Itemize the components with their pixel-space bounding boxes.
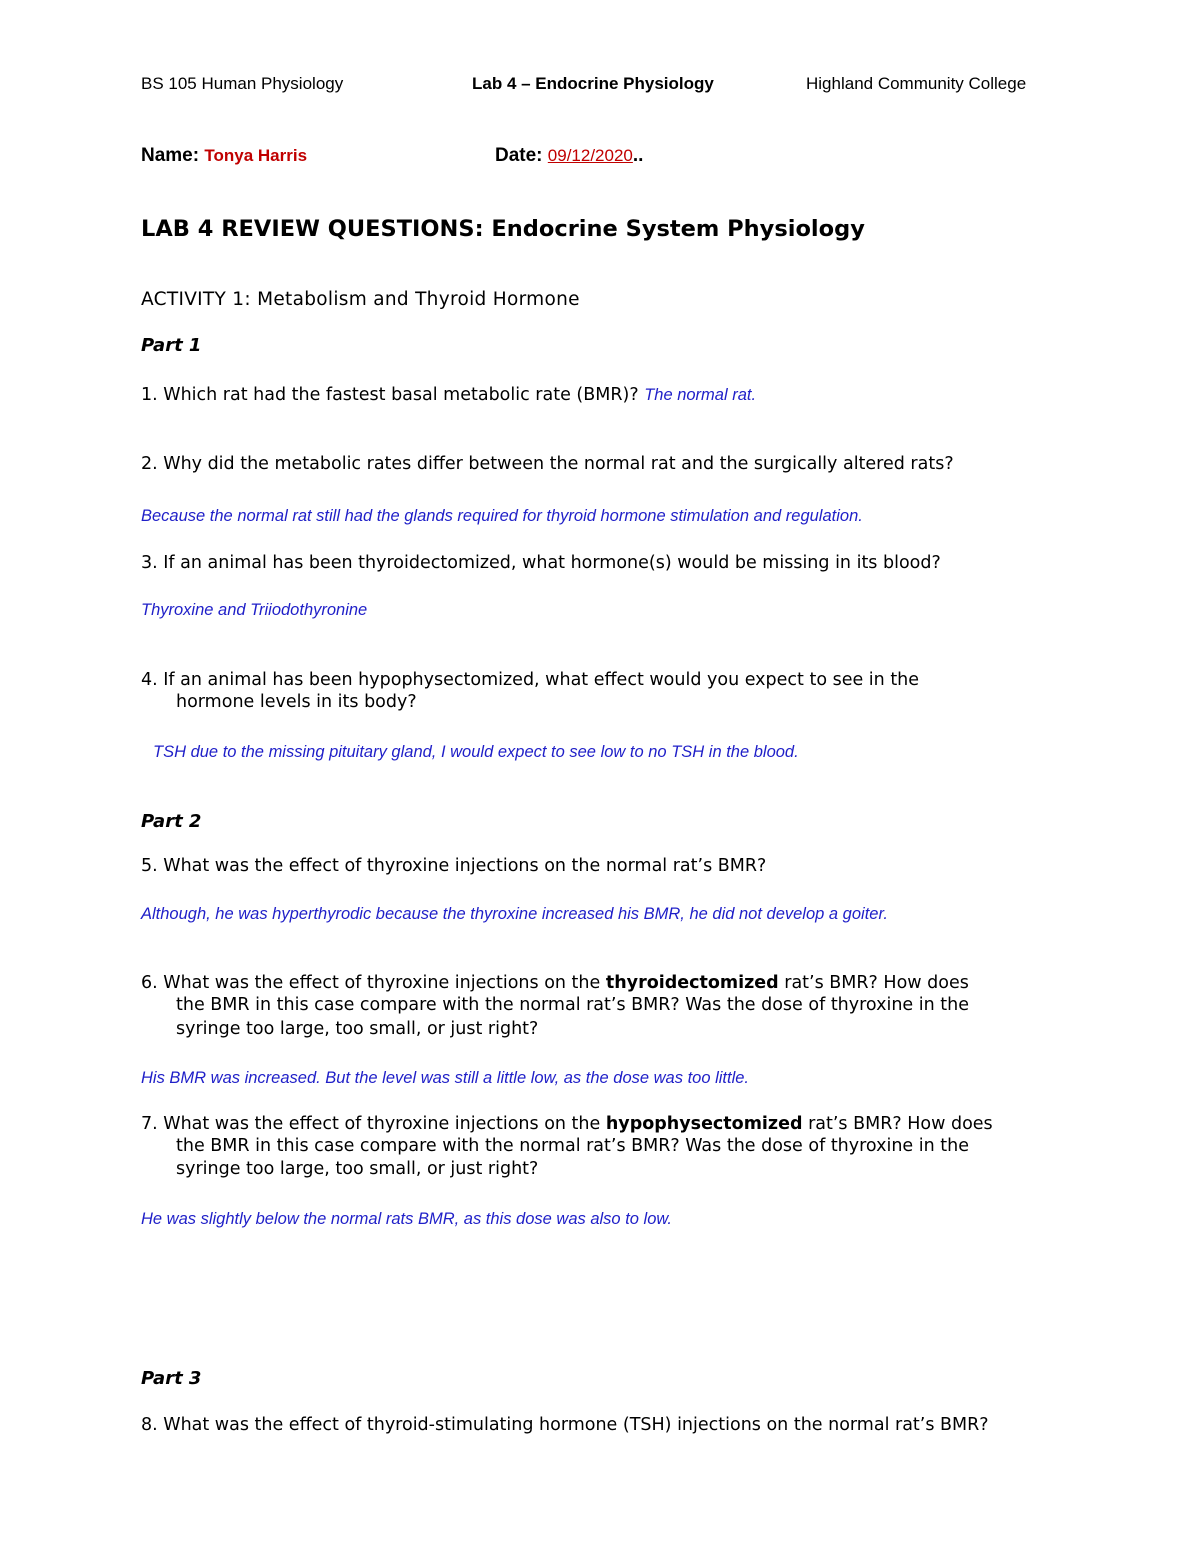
question-2: 2. Why did the metabolic rates differ between the normal rat and the surgically altered rats? <box>141 454 954 474</box>
answer-7: He was slightly below the normal rats BMR, as this dose was also to low. <box>141 1210 672 1228</box>
question-6-bold: thyroidectomized <box>605 973 779 993</box>
answer-5: Although, he was hyperthyrodic because the thyroxine increased his BMR, he did not develop a goiter. <box>141 905 888 923</box>
question-7-line-3: syringe too large, too small, or just right? <box>176 1159 539 1179</box>
question-1 <box>141 384 756 407</box>
part-1-heading: Part 1 <box>141 335 202 356</box>
answer-6: His BMR was increased. But the level was still a little low, as the dose was too little. <box>141 1069 750 1087</box>
date-suffix: .. <box>632 145 644 166</box>
date-line <box>495 145 643 167</box>
answer-3: Thyroxine and Triiodothyronine <box>141 601 368 619</box>
name-label: Name: <box>141 145 200 166</box>
name-line <box>141 145 307 167</box>
question-6-post: rat’s BMR? How does <box>778 973 969 993</box>
name-value: Tonya Harris <box>204 146 308 165</box>
question-1-text: 1. Which rat had the fastest basal metabolic rate (BMR)? <box>141 385 645 405</box>
question-5: 5. What was the effect of thyroxine injections on the normal rat’s BMR? <box>141 856 767 876</box>
question-4-line-1: 4. If an animal has been hypophysectomized, what effect would you expect to see in the <box>141 670 920 690</box>
part-2-heading: Part 2 <box>141 811 202 832</box>
answer-1: The normal rat. <box>644 386 757 404</box>
activity-heading <box>141 289 580 310</box>
question-3: 3. If an animal has been thyroidectomized, what hormone(s) would be missing in its blood? <box>141 553 941 573</box>
header-college: Highland Community College <box>806 74 1027 93</box>
question-6-line-3: syringe too large, too small, or just right? <box>176 1019 539 1039</box>
header-lab: Lab 4 – Endocrine Physiology <box>472 74 714 93</box>
question-6-line-2: the BMR in this case compare with the normal rat’s BMR? Was the dose of thyroxine in the <box>176 995 969 1015</box>
header-course: BS 105 Human Physiology <box>141 74 344 93</box>
question-6-pre: 6. What was the effect of thyroxine injections on the <box>141 973 606 993</box>
question-6-line-1 <box>141 972 969 995</box>
question-7-line-1 <box>141 1113 993 1136</box>
question-7-bold: hypophysectomized <box>605 1114 803 1134</box>
part-3-heading: Part 3 <box>141 1368 202 1389</box>
date-label: Date: <box>495 145 543 166</box>
activity-text: ACTIVITY 1: Metabolism and Thyroid Hormone <box>141 289 580 310</box>
question-7-line-2: the BMR in this case compare with the normal rat’s BMR? Was the dose of thyroxine in the <box>176 1136 969 1156</box>
question-4-line-2: hormone levels in its body? <box>176 692 417 712</box>
date-value: 09/12/2020 <box>547 146 633 165</box>
answer-4: TSH due to the missing pituitary gland, I would expect to see low to no TSH in the blood. <box>153 743 799 761</box>
answer-2: Because the normal rat still had the glands required for thyroid hormone stimulation and regulation. <box>141 507 863 525</box>
page-title: LAB 4 REVIEW QUESTIONS: Endocrine System Physiology <box>141 216 865 242</box>
question-8: 8. What was the effect of thyroid-stimulating hormone (TSH) injections on the normal rat’s BMR? <box>141 1415 989 1435</box>
question-7-post: rat’s BMR? How does <box>802 1114 993 1134</box>
question-7-pre: 7. What was the effect of thyroxine injections on the <box>141 1114 606 1134</box>
